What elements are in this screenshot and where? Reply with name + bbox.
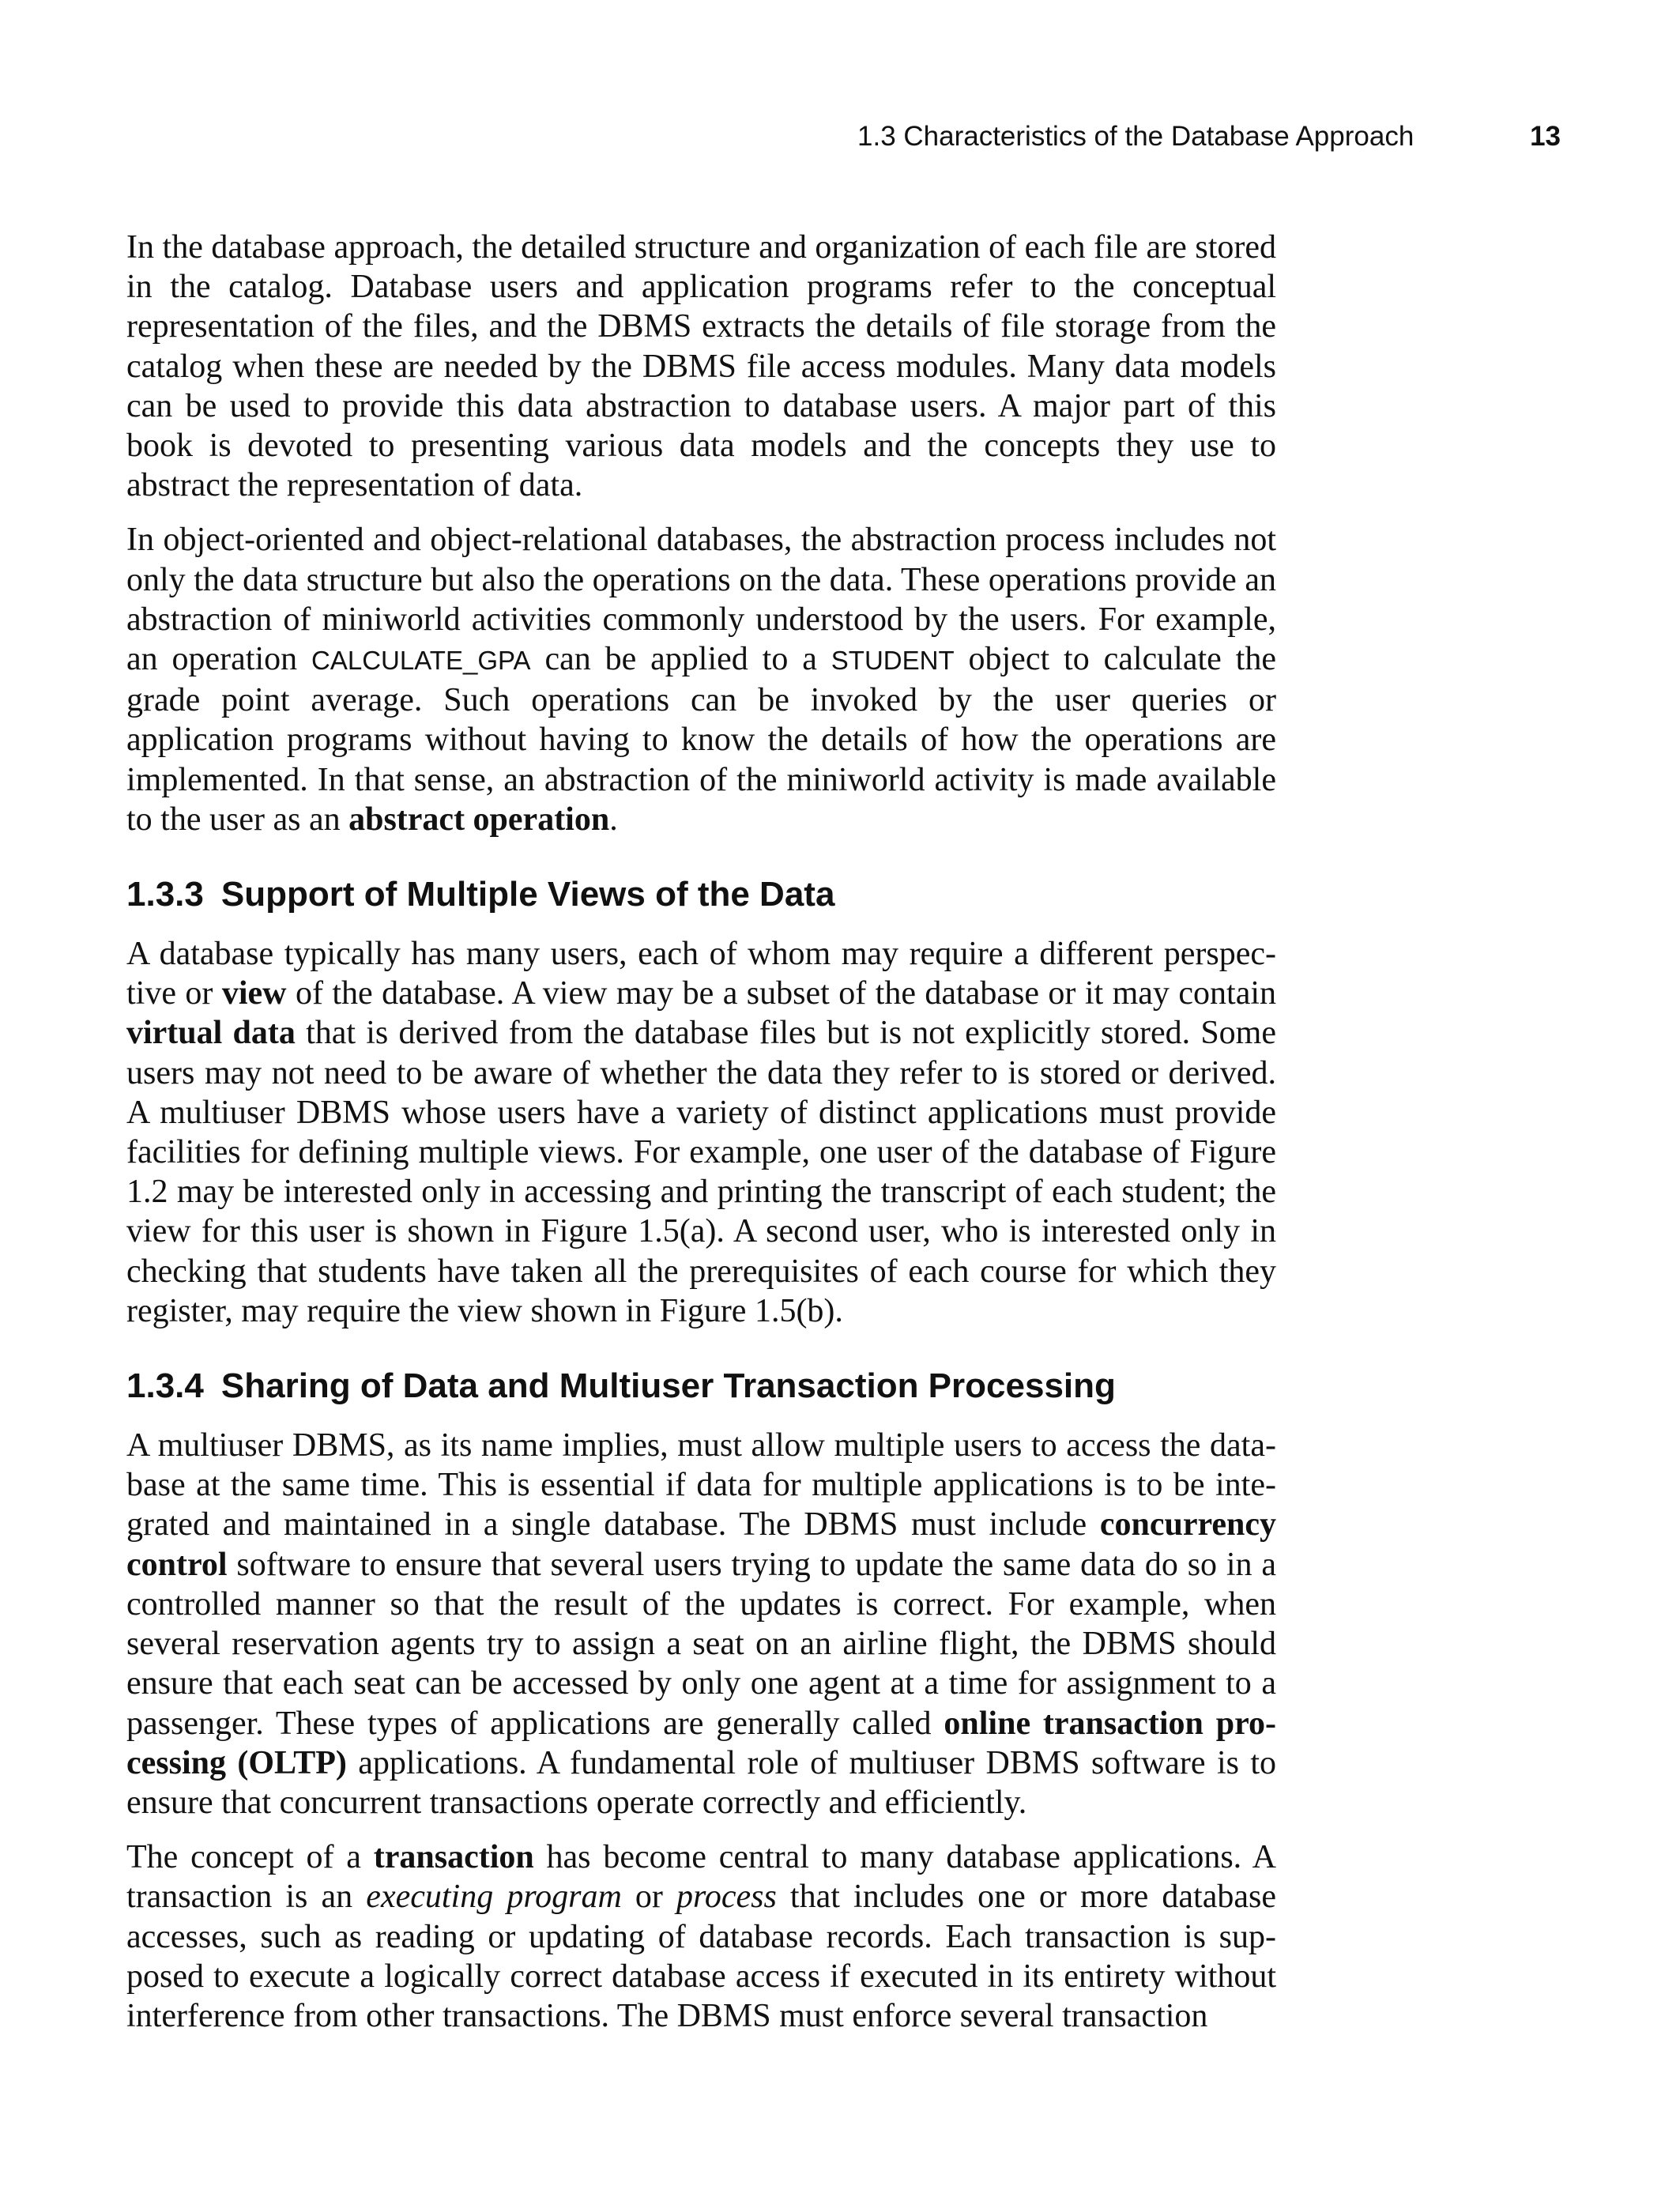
text-run: applications. A fundamental role of multiuser DBMS software is to ensure that concurrent transactions operate correctly and efficiently. <box>126 1744 1277 1821</box>
bold-term-transaction: transaction <box>373 1839 534 1876</box>
text-run: object to calculate the grade point average. Such operations can be invoked by the user queries or application programs without having to know the details of how the operations are implemented. In that sense, an abstraction of the miniworld activity is made available to the user as an <box>126 641 1276 838</box>
text-run: In object-oriented and object-relational databases, the abstraction process includes not only the data structure but also the operations on the data. These operations provide an abstraction of miniworld activities commonly understood by the users. For example, an operation <box>126 522 1276 678</box>
text-run: that includes one or more database accesses, such as reading or updating of database records. Each transaction is supposed to execute a logically correct database access if executed in its entirety without interference from other transactions. The DBMS must enforce several transaction <box>126 1879 1276 2034</box>
section-heading-title: Support of Multiple Views of the Data <box>220 875 835 914</box>
paragraph-object-abstraction <box>126 520 1276 839</box>
bold-term-oltp: online transaction processing (OLTP) <box>126 1705 1276 1781</box>
text-run: or <box>621 1879 677 1916</box>
paragraph-catalog-abstraction: In the database approach, the detailed structure and organization of each file are stored in the catalog. Database users and application programs refer to the conceptual representation of the files, and the DBMS extracts the details of file storage from the catalog when these are needed by the DBMS file access modules. Many data models can be used to provide this data abstraction to database users. A major part of this book is devoted to presenting various data models and the concepts they use to abstract the representation of data. <box>126 229 1276 504</box>
bold-term-concurrency-control: concurrency control <box>126 1506 1276 1583</box>
text-run: . <box>609 801 618 838</box>
section-heading-1-3-4 <box>126 1364 1276 1408</box>
text-run: has become central to many database applications. A transaction is an <box>126 1839 1276 1916</box>
page-body <box>126 228 1276 2036</box>
italic-term-process: process <box>676 1879 777 1916</box>
bold-term-abstract-operation: abstract operation <box>348 801 610 838</box>
text-run: that is derived from the database files but is not explicitly stored. Some users may not need to be aware of whether the data they refer to is stored or derived. A multiuser DBMS whose users have a variety of distinct applications must provide facilities for defining multiple views. For example, one user of the database of Figure 1.2 may be interested only in accessing and printing the transcript of each student; the view for this user is shown in Figure 1.5(a). A second user, who is interested only in checking that students have taken all the prerequisites of each course for which they register, may require the view shown in Figure 1.5(b). <box>126 1015 1276 1329</box>
italic-term-executing-program: executing program <box>366 1879 622 1916</box>
bold-term-view: view <box>221 975 287 1012</box>
text-run: of the database. A view may be a subset of the database or it may contain <box>286 975 1276 1012</box>
section-title: 1.3 Characteristics of the Database Approach <box>857 121 1414 152</box>
code-term-student: STUDENT <box>831 646 955 676</box>
paragraph-multiple-views <box>126 934 1276 1331</box>
section-heading-1-3-3 <box>126 872 1276 917</box>
page-number: 13 <box>1530 121 1561 152</box>
code-term-calculate-gpa: CALCULATE_GPA <box>311 646 531 676</box>
text-run: can be applied to a <box>530 641 831 678</box>
text-run: software to ensure that several users trying to update the same data do so in a controlled manner so that the result of the updates is correct. For example, when several reservation agents try to assign a seat on an airline flight, the DBMS should ensure that each seat can be accessed by only one agent at a time for assignment to a passenger. These types of applications are generally called <box>126 1546 1276 1742</box>
text-run: A database typically has many users, each of whom may require a different perspective or <box>126 936 1276 1012</box>
text-run: A multiuser DBMS, as its name implies, must allow multiple users to access the database at the same time. This is essential if data for multiple applications is to be integrated and maintained in a single database. The DBMS must include <box>126 1427 1276 1543</box>
section-heading-title: Sharing of Data and Multiuser Transaction Processing <box>220 1366 1116 1406</box>
bold-term-virtual-data: virtual data <box>126 1015 296 1052</box>
paragraph-transaction-concept <box>126 1837 1276 2036</box>
section-number: 1.3.3 <box>126 875 204 914</box>
section-number: 1.3.4 <box>126 1366 204 1406</box>
running-head <box>857 117 1561 156</box>
paragraph-multiuser-sharing <box>126 1426 1276 1822</box>
text-run: The concept of a <box>126 1839 374 1876</box>
